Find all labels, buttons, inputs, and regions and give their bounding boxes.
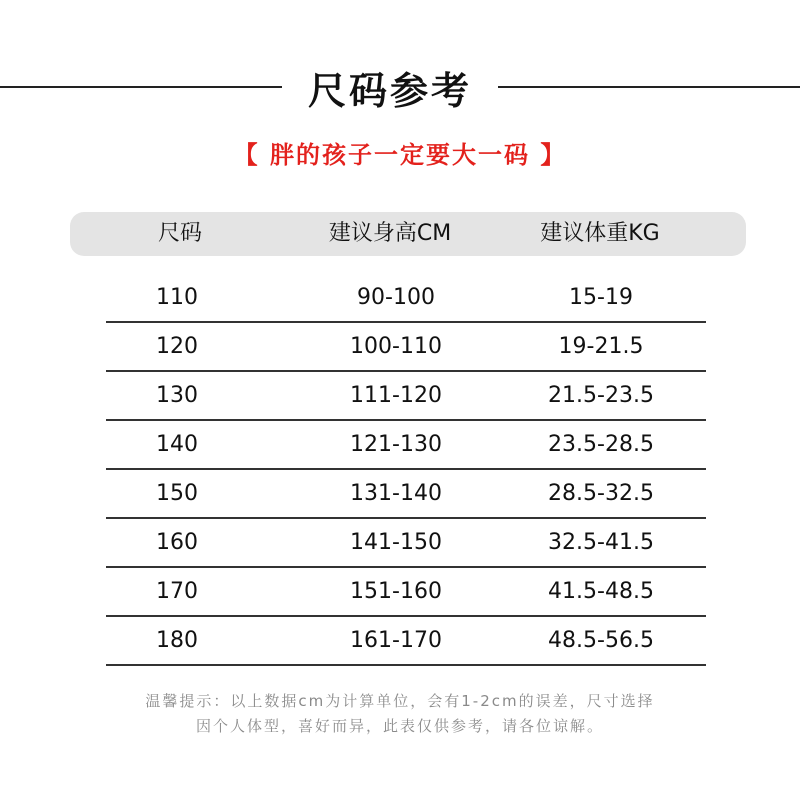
cell-height: 90-100 [357,285,435,310]
cell-size: 140 [156,432,198,457]
table-row [106,568,706,617]
cell-height: 100-110 [350,334,442,359]
tip-note-line-2: 因个人体型，喜好而异，此表仅供参考，请各位谅解。 [195,717,604,735]
table-row [106,617,706,666]
table-row [106,372,706,421]
table-header [70,212,746,256]
cell-weight: 23.5-28.5 [548,432,654,457]
title-row [0,50,800,120]
cell-height: 141-150 [350,530,442,555]
cell-size: 110 [156,285,198,310]
tip-note-line-1: 温馨提示：以上数据cm为计算单位，会有1-2cm的误差，尺寸选择 [145,692,655,710]
table-row [106,421,706,470]
cell-size: 180 [156,628,198,653]
cell-height: 131-140 [350,481,442,506]
header-weight: 建议体重KG [540,221,660,246]
page-title: 尺码参考 [307,69,472,113]
table-row [106,274,706,323]
header-height: 建议身高CM [328,221,452,246]
cell-size: 160 [156,530,198,555]
cell-height: 111-120 [350,383,442,408]
cell-size: 170 [156,579,198,604]
size-table [106,274,706,666]
table-row [106,470,706,519]
cell-size: 130 [156,383,198,408]
table-row [106,323,706,372]
cell-weight: 28.5-32.5 [548,481,654,506]
cell-weight: 21.5-23.5 [548,383,654,408]
cell-weight: 32.5-41.5 [548,530,654,555]
header-size: 尺码 [157,221,202,246]
cell-size: 120 [156,334,198,359]
cell-weight: 48.5-56.5 [548,628,654,653]
cell-weight: 15-19 [569,285,633,310]
cell-height: 151-160 [350,579,442,604]
subtitle-warning: 【 胖的孩子一定要大一码 】 [233,141,567,169]
cell-size: 150 [156,481,198,506]
table-row [106,519,706,568]
cell-weight: 19-21.5 [558,334,644,359]
cell-height: 161-170 [350,628,442,653]
cell-weight: 41.5-48.5 [548,579,654,604]
title-divider-left [0,86,282,88]
title-divider-right [498,86,800,88]
cell-height: 121-130 [350,432,442,457]
